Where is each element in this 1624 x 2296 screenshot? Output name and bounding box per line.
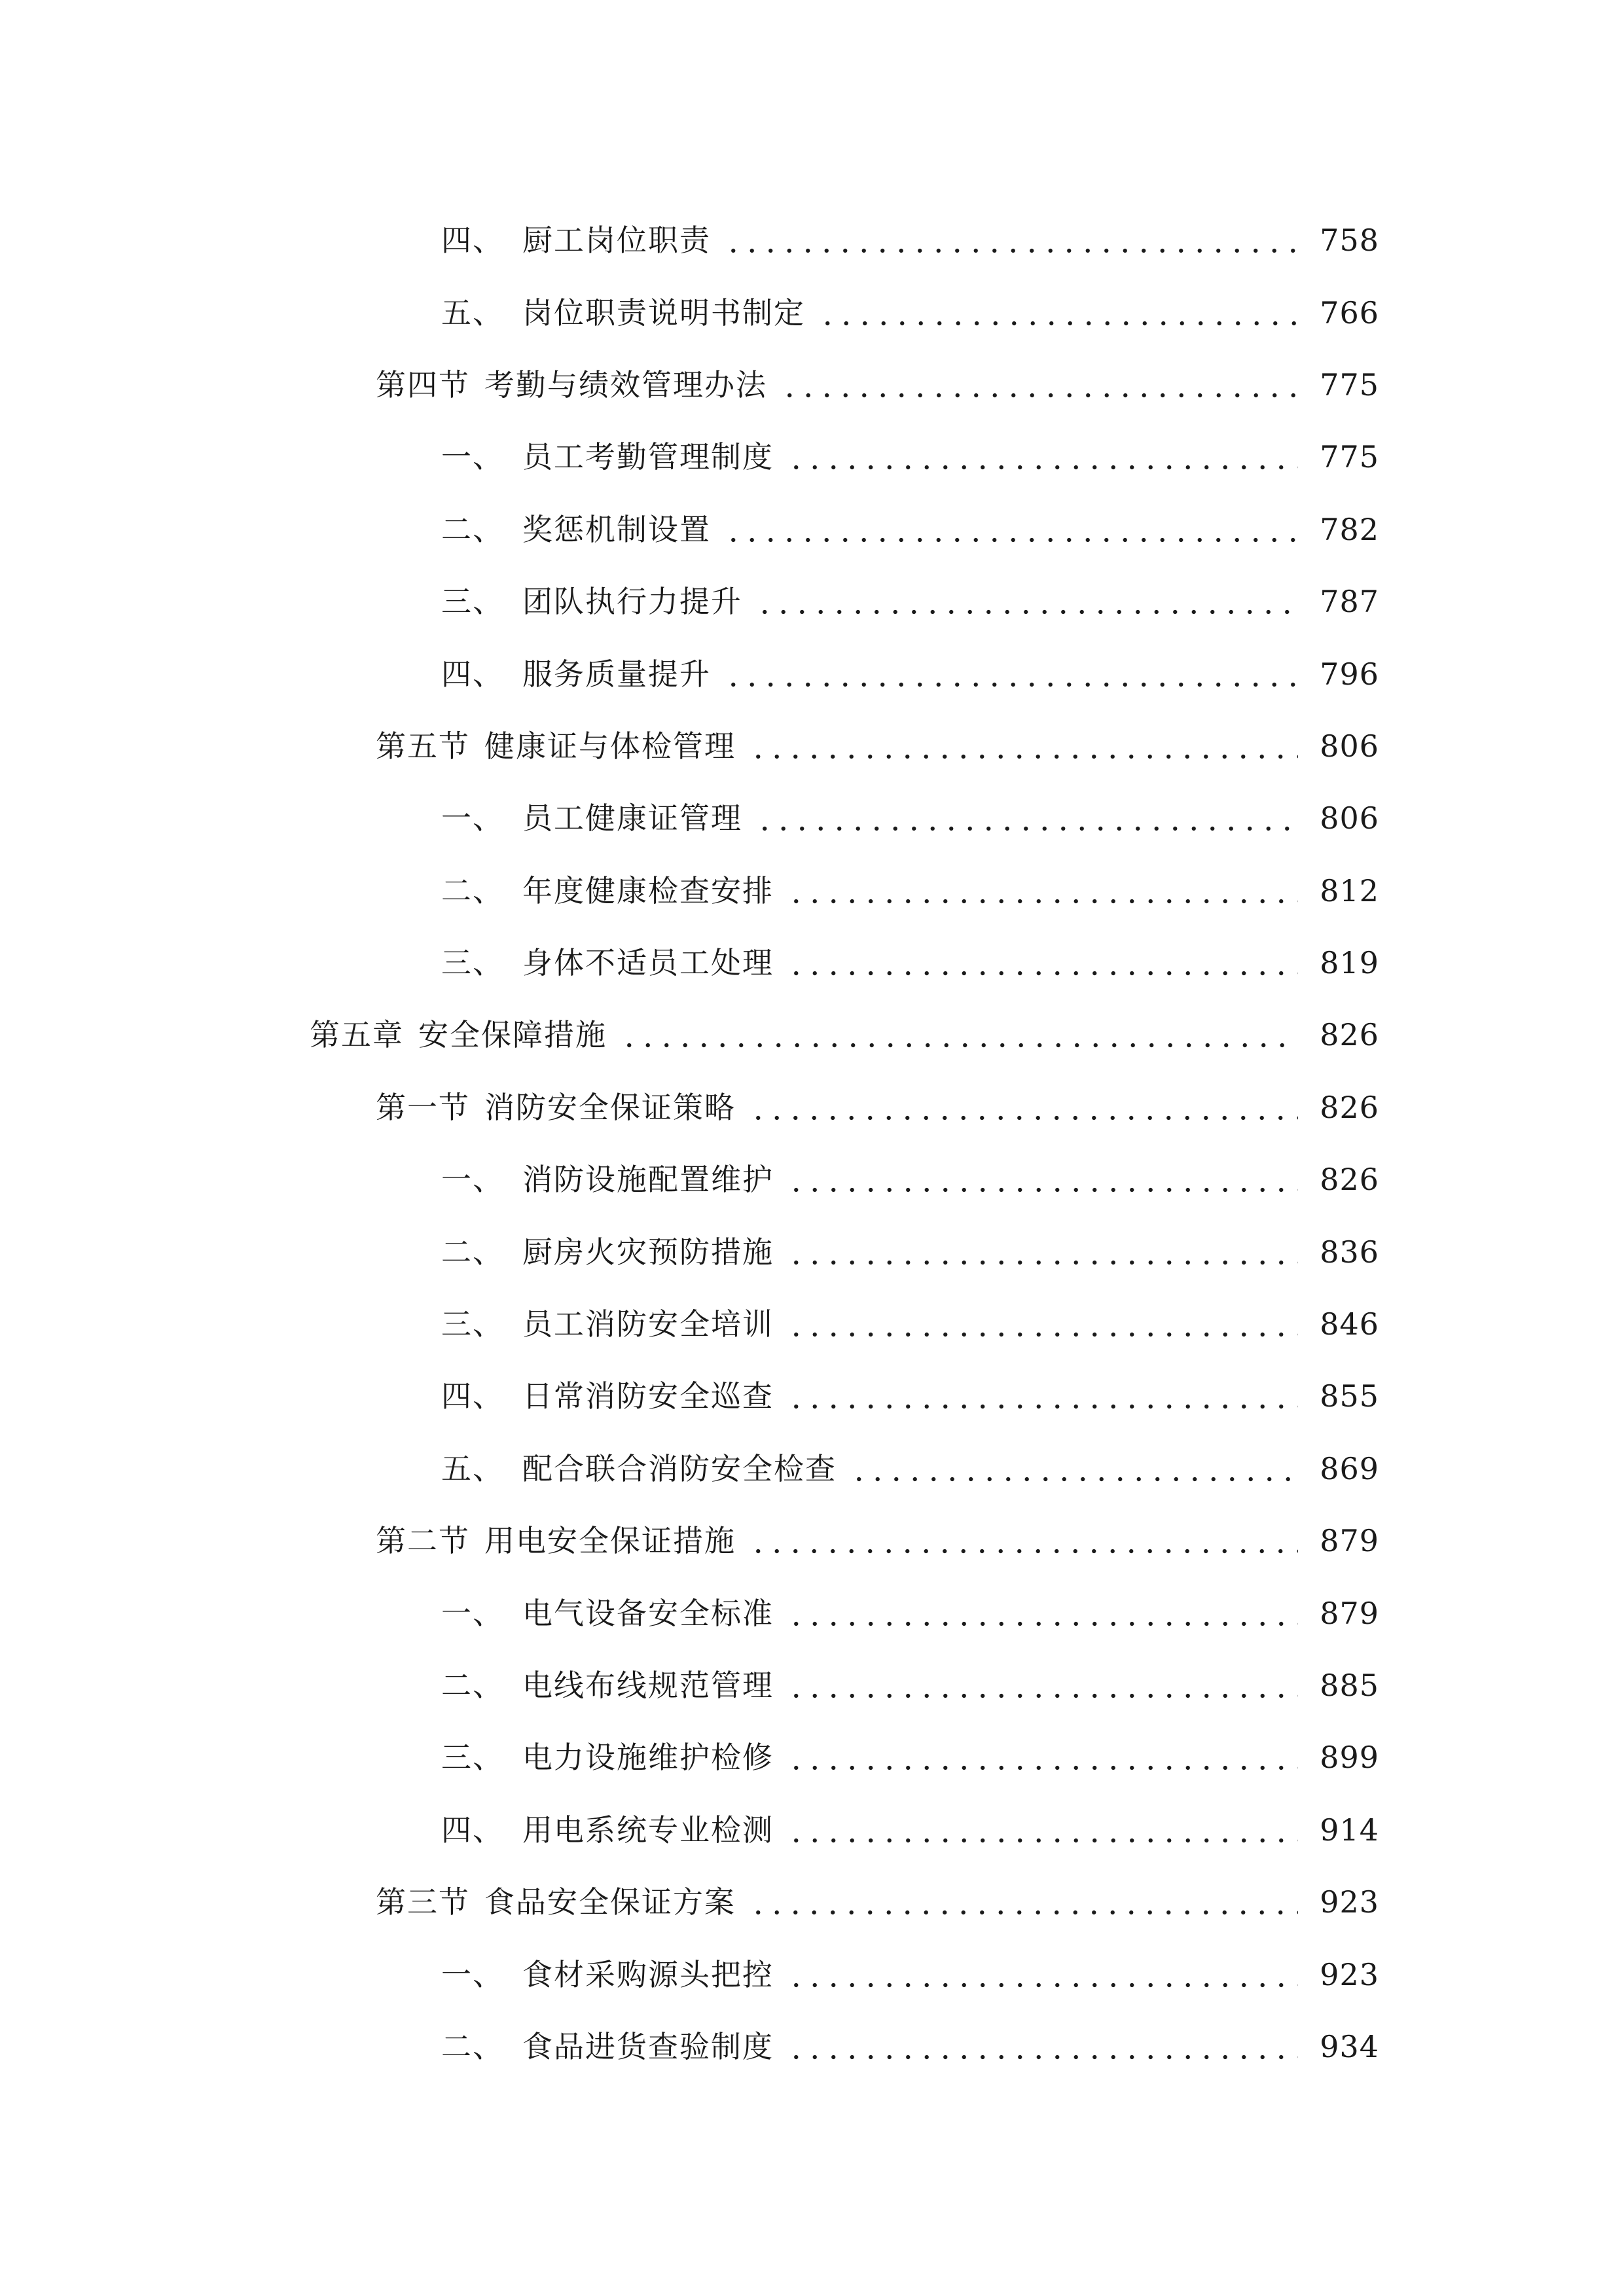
table-of-contents (0, 204, 1624, 2083)
toc-entry-title: 电力设施维护检修 (522, 1740, 774, 1776)
toc-entry-title: 用电安全保证措施 (484, 1523, 736, 1559)
toc-entry[interactable] (0, 1215, 1624, 1287)
toc-entry-marker: 第二节 (376, 1523, 470, 1559)
toc-dot-leader (787, 1815, 1298, 1845)
toc-dot-leader (787, 2032, 1298, 2062)
toc-entry[interactable] (0, 1866, 1624, 1938)
toc-entry-page-number: 782 (1320, 511, 1379, 547)
toc-entry[interactable] (0, 1505, 1624, 1577)
toc-entry-marker: 二、 (441, 1234, 504, 1270)
toc-entry-title: 食品进货查验制度 (522, 2028, 774, 2064)
toc-entry-marker: 四、 (441, 1812, 504, 1848)
toc-entry-page-number: 879 (1320, 1595, 1379, 1631)
toc-entry[interactable] (0, 1794, 1624, 1866)
toc-entry[interactable] (0, 1649, 1624, 1721)
toc-entry-title: 厨工岗位职责 (522, 223, 711, 259)
toc-entry[interactable] (0, 1433, 1624, 1505)
toc-entry[interactable] (0, 2011, 1624, 2083)
toc-dot-leader (755, 586, 1298, 617)
toc-dot-leader (724, 225, 1298, 255)
toc-entry[interactable] (0, 1071, 1624, 1143)
toc-dot-leader (780, 370, 1298, 400)
toc-entry-marker: 二、 (441, 872, 504, 908)
toc-entry-marker: 四、 (441, 656, 504, 692)
toc-entry-title: 消防设施配置维护 (522, 1162, 774, 1198)
toc-dot-leader (787, 1309, 1298, 1339)
toc-entry-page-number: 869 (1320, 1450, 1379, 1486)
toc-dot-leader (724, 514, 1298, 545)
toc-entry[interactable] (0, 637, 1624, 709)
toc-entry[interactable] (0, 493, 1624, 565)
toc-dot-leader (787, 948, 1298, 978)
toc-entry[interactable] (0, 421, 1624, 493)
toc-entry-page-number: 812 (1320, 872, 1379, 908)
toc-dot-leader (787, 1670, 1298, 1700)
toc-entry-title: 电线布线规范管理 (522, 1668, 774, 1703)
toc-entry[interactable] (0, 927, 1624, 999)
toc-entry-page-number: 899 (1320, 1740, 1379, 1776)
toc-entry-page-number: 796 (1320, 656, 1379, 692)
toc-dot-leader (787, 1237, 1298, 1267)
toc-dot-leader (755, 803, 1298, 833)
toc-entry-marker: 四、 (441, 1378, 504, 1414)
toc-entry-page-number: 885 (1320, 1668, 1379, 1703)
toc-entry-page-number: 775 (1320, 439, 1379, 475)
toc-entry-page-number: 787 (1320, 584, 1379, 620)
toc-entry-marker: 第五章 (310, 1017, 404, 1053)
toc-entry-marker: 五、 (441, 1450, 504, 1486)
toc-entry[interactable] (0, 1360, 1624, 1432)
toc-entry-page-number: 923 (1320, 1956, 1379, 1992)
toc-entry-title: 日常消防安全巡查 (522, 1378, 774, 1414)
toc-entry[interactable] (0, 349, 1624, 421)
toc-entry-marker: 第四节 (376, 367, 470, 403)
toc-entry-title: 岗位职责说明书制定 (522, 295, 805, 331)
toc-dot-leader (787, 1960, 1298, 1990)
toc-entry-title: 员工考勤管理制度 (522, 439, 774, 475)
toc-entry[interactable] (0, 204, 1624, 276)
toc-entry-marker: 第五节 (376, 728, 470, 764)
toc-entry-marker: 一、 (441, 439, 504, 475)
toc-dot-leader (787, 876, 1298, 906)
toc-entry-marker: 二、 (441, 511, 504, 547)
toc-entry-page-number: 766 (1320, 295, 1379, 331)
toc-entry-marker: 一、 (441, 1162, 504, 1198)
toc-entry-title: 健康证与体检管理 (484, 728, 736, 764)
toc-dot-leader (749, 1526, 1298, 1556)
toc-entry-title: 员工健康证管理 (522, 800, 742, 836)
toc-entry-title: 食材采购源头把控 (522, 1956, 774, 1992)
toc-entry-title: 年度健康检查安排 (522, 872, 774, 908)
toc-entry[interactable] (0, 1577, 1624, 1649)
toc-entry[interactable] (0, 276, 1624, 348)
toc-entry-marker: 三、 (441, 584, 504, 620)
toc-dot-leader (724, 659, 1298, 689)
toc-entry[interactable] (0, 999, 1624, 1071)
toc-entry-page-number: 826 (1320, 1089, 1379, 1125)
toc-entry-title: 奖惩机制设置 (522, 511, 711, 547)
toc-entry[interactable] (0, 1721, 1624, 1793)
toc-dot-leader (787, 1598, 1298, 1628)
toc-entry-page-number: 914 (1320, 1812, 1379, 1848)
toc-entry-marker: 三、 (441, 1306, 504, 1342)
toc-entry-page-number: 826 (1320, 1017, 1379, 1053)
toc-entry-page-number: 806 (1320, 728, 1379, 764)
toc-entry-title: 电气设备安全标准 (522, 1595, 774, 1631)
toc-entry-title: 厨房火灾预防措施 (522, 1234, 774, 1270)
toc-entry-title: 员工消防安全培训 (522, 1306, 774, 1342)
toc-entry-title: 食品安全保证方案 (484, 1884, 736, 1920)
toc-entry-page-number: 846 (1320, 1306, 1379, 1342)
toc-dot-leader (787, 442, 1298, 472)
toc-entry-marker: 第一节 (376, 1089, 470, 1125)
toc-entry-page-number: 879 (1320, 1523, 1379, 1559)
toc-entry-page-number: 826 (1320, 1162, 1379, 1198)
toc-entry-page-number: 836 (1320, 1234, 1379, 1270)
toc-entry-page-number: 758 (1320, 223, 1379, 259)
toc-entry-page-number: 855 (1320, 1378, 1379, 1414)
toc-entry-marker: 二、 (441, 1668, 504, 1703)
toc-entry-title: 安全保障措施 (418, 1017, 607, 1053)
toc-entry-title: 服务质量提升 (522, 656, 711, 692)
toc-entry-marker: 一、 (441, 800, 504, 836)
toc-entry[interactable] (0, 565, 1624, 637)
toc-entry-title: 消防安全保证策略 (484, 1089, 736, 1125)
toc-entry[interactable] (0, 710, 1624, 782)
toc-entry-title: 用电系统专业检测 (522, 1812, 774, 1848)
toc-entry-title: 团队执行力提升 (522, 584, 742, 620)
toc-entry[interactable] (0, 1288, 1624, 1360)
toc-entry[interactable] (0, 1143, 1624, 1215)
toc-entry-page-number: 775 (1320, 367, 1379, 403)
toc-entry-marker: 二、 (441, 2028, 504, 2064)
toc-dot-leader (749, 731, 1298, 761)
toc-entry-title: 身体不适员工处理 (522, 945, 774, 981)
toc-dot-leader (749, 1092, 1298, 1122)
toc-entry-title: 考勤与绩效管理办法 (484, 367, 767, 403)
toc-entry-title: 配合联合消防安全检查 (522, 1450, 837, 1486)
toc-dot-leader (787, 1742, 1298, 1772)
toc-dot-leader (850, 1454, 1298, 1484)
toc-dot-leader (787, 1381, 1298, 1411)
toc-entry-page-number: 806 (1320, 800, 1379, 836)
toc-entry-marker: 三、 (441, 945, 504, 981)
toc-dot-leader (749, 1887, 1298, 1917)
toc-entry[interactable] (0, 782, 1624, 854)
toc-entry-marker: 一、 (441, 1956, 504, 1992)
toc-entry-marker: 四、 (441, 223, 504, 259)
toc-entry[interactable] (0, 855, 1624, 927)
toc-entry-page-number: 934 (1320, 2028, 1379, 2064)
toc-entry[interactable] (0, 1938, 1624, 2010)
toc-entry-marker: 五、 (441, 295, 504, 331)
toc-entry-marker: 三、 (441, 1740, 504, 1776)
toc-dot-leader (620, 1020, 1298, 1050)
toc-entry-marker: 第三节 (376, 1884, 470, 1920)
toc-dot-leader (818, 298, 1298, 328)
toc-entry-page-number: 819 (1320, 945, 1379, 981)
toc-entry-marker: 一、 (441, 1595, 504, 1631)
toc-entry-page-number: 923 (1320, 1884, 1379, 1920)
toc-dot-leader (787, 1164, 1298, 1194)
